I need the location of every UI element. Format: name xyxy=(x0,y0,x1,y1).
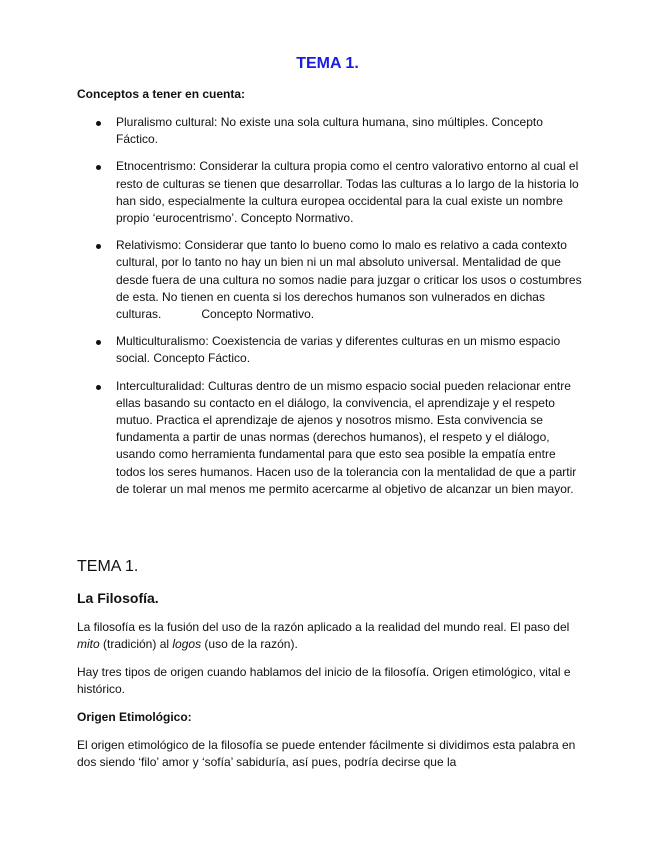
bullet-icon xyxy=(96,121,101,126)
list-item xyxy=(77,114,582,148)
list-item-text: Multiculturalismo: Coexistencia de varias y diferentes culturas en un mismo espacio social. Concepto Fáctico. xyxy=(116,334,564,366)
list-item xyxy=(77,237,585,323)
paragraph-text: La filosofía es la fusión del uso de la razón aplicado a la realidad del mundo real. El paso del xyxy=(77,620,570,634)
list-item xyxy=(77,333,582,367)
origin-heading: Origen Etimológico: xyxy=(77,710,192,724)
list-item-text: Etnocentrismo: Considerar la cultura propia como el centro valorativo entorno al cual el resto de culturas se tienen que desarrollar. Todas las culturas a lo largo de la historia lo han sido, especialmente la cultura europea occidental para la cual existe un nombre propio ‘eurocentrismo’. Concepto Normativo. xyxy=(116,159,583,226)
bullet-icon xyxy=(96,244,101,249)
concepts-heading: Conceptos a tener en cuenta: xyxy=(77,87,246,101)
logos-term: logos xyxy=(172,637,202,652)
bullet-icon xyxy=(96,165,101,170)
mito-term: mito xyxy=(77,637,100,652)
list-item xyxy=(77,158,582,227)
paragraph-origin-types: Hay tres tipos de origen cuando hablamos del inicio de la filosofía. Origen etimológico, vital e histórico. xyxy=(77,665,571,697)
filosofia-heading: La Filosofía. xyxy=(77,590,159,606)
list-item-text: Relativismo: Considerar que tanto lo bueno como lo malo es relativo a cada contexto cultural, por lo tanto no hay un bien ni un mal absoluto universal. Mentalidad de que desde fuera de una cultura no somos nadie para juzgar o criticar los usos o costumbres de esta. No tienen en cuenta si los derechos humanos son vulnerados en dichas culturas. Concepto Normativo. xyxy=(116,238,585,322)
paragraph-filosofia-definition xyxy=(77,619,582,653)
page-title: TEMA 1. xyxy=(296,55,359,72)
section-title: TEMA 1. xyxy=(77,558,139,575)
bullet-icon xyxy=(96,340,101,345)
list-item-text: Pluralismo cultural: No existe una sola cultura humana, sino múltiples. Concepto Fáctico. xyxy=(116,115,547,147)
paragraph-etymological-origin: El origen etimológico de la filosofía se puede entender fácilmente si dividimos esta palabra en dos siendo ‘filo’ amor y ‘sofía’ sabiduría, así pues, podría decirse que la xyxy=(77,738,576,770)
bullet-icon xyxy=(96,385,101,390)
concepts-list xyxy=(77,114,585,508)
list-item-text: Interculturalidad: Culturas dentro de un mismo espacio social pueden relacionar entre ellas basando su contacto en el diálogo, la convivencia, el aprendizaje y el respeto mutuo. Practica el aprendizaje de ajenos y nosotros mismo. Esta convivencia se fundamenta a partir de unas normas (derechos humanos), el respeto y el diálogo, usando como herramienta fundamental para que esto sea posible la empatía entre todos los seres humanos. Hacen uso de la tolerancia con la mentalidad de que a partir de tolerar un mal menos me permito acercarme al objetivo de alcanzar un bien mayor. xyxy=(116,378,580,496)
paragraph-text: (tradición) al xyxy=(99,637,173,652)
list-item xyxy=(77,378,582,498)
paragraph-text: (uso de la razón). xyxy=(201,637,298,652)
